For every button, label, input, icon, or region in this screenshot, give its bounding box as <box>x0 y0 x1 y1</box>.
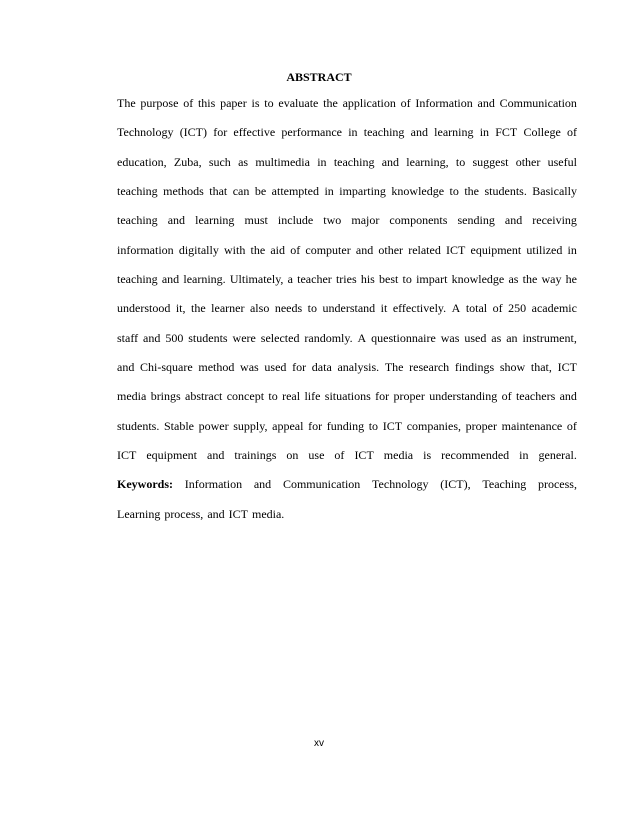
word: teacher <box>297 272 332 287</box>
word: FCT <box>495 125 518 140</box>
abstract-line <box>117 242 577 271</box>
word: it <box>380 301 388 316</box>
word: also <box>249 301 270 316</box>
word: receiving <box>532 213 577 228</box>
word: A <box>451 301 461 316</box>
word: effective <box>233 125 276 140</box>
word: needs <box>274 301 303 316</box>
word: in <box>479 125 490 140</box>
word: components <box>389 213 448 228</box>
word: related <box>408 242 441 257</box>
word: teaching <box>117 184 158 199</box>
word: and <box>207 506 225 521</box>
abstract-line <box>117 271 577 300</box>
word: such <box>208 154 231 169</box>
word: ICT <box>446 242 466 257</box>
word: to <box>268 389 278 404</box>
word: an <box>506 330 518 345</box>
word: understood <box>117 301 171 316</box>
word: Zuba, <box>173 154 202 169</box>
word: students <box>188 330 228 345</box>
word: can <box>232 184 250 199</box>
word: situations <box>324 389 371 404</box>
word: of <box>501 389 512 404</box>
word: as <box>491 330 502 345</box>
word: analysis. <box>337 360 380 375</box>
word: ICT <box>354 448 374 463</box>
word: learner <box>211 301 245 316</box>
word: he <box>565 272 577 287</box>
word: real <box>282 389 301 404</box>
word: a <box>287 272 293 287</box>
word: of <box>566 418 577 433</box>
word: of <box>492 301 503 316</box>
word: of <box>334 448 345 463</box>
word: and <box>559 389 577 404</box>
word: and <box>167 213 186 228</box>
word: be <box>254 184 267 199</box>
word: for <box>292 360 307 375</box>
word: media <box>117 389 147 404</box>
word: students. <box>117 418 160 433</box>
word: way <box>541 272 562 287</box>
word: brings <box>150 389 181 404</box>
word: process, <box>537 477 577 492</box>
word: the <box>522 272 538 287</box>
word: Ultimately, <box>229 272 284 287</box>
word: research <box>409 360 450 375</box>
word: understanding <box>429 389 498 404</box>
word: and <box>410 125 428 140</box>
word: students. <box>484 184 527 199</box>
word: performance <box>281 125 343 140</box>
word: to <box>307 301 317 316</box>
page-number: xv <box>314 738 324 749</box>
word: effectively. <box>392 301 447 316</box>
word: the <box>323 96 338 110</box>
word: on <box>286 448 299 463</box>
word: major <box>351 213 380 228</box>
word: 500 <box>165 330 184 345</box>
word: maintenance <box>501 418 563 433</box>
word: appeal <box>272 418 304 433</box>
word: and <box>504 213 523 228</box>
word: data <box>311 360 332 375</box>
keywords-label: Keywords: <box>117 477 173 492</box>
word: utilized <box>526 242 563 257</box>
word: equipment <box>470 242 522 257</box>
word: media. <box>251 506 285 521</box>
word: (ICT) <box>179 125 208 140</box>
word: life <box>304 389 321 404</box>
abstract-line <box>117 95 577 124</box>
abstract-body <box>117 95 577 535</box>
word: recommended <box>441 448 510 463</box>
word: best <box>379 272 399 287</box>
word: in <box>324 184 334 199</box>
word: used <box>464 330 487 345</box>
word: proper <box>465 418 497 433</box>
word: teaching <box>363 125 405 140</box>
word: and <box>253 477 272 492</box>
word: learning, <box>406 154 449 169</box>
abstract-line <box>117 330 577 359</box>
word: of <box>566 125 577 140</box>
word: and <box>117 360 135 375</box>
word: teachers <box>515 389 556 404</box>
word: Stable <box>163 418 194 433</box>
word: to <box>449 184 459 199</box>
word: for <box>213 125 228 140</box>
word: ICT <box>557 360 577 375</box>
word: is <box>423 448 432 463</box>
word: paper <box>220 96 247 110</box>
word: findings <box>454 360 495 375</box>
word: The <box>384 360 404 375</box>
word: and <box>477 96 495 110</box>
word: understand <box>322 301 376 316</box>
word: (ICT), <box>440 477 471 492</box>
word: tries <box>335 272 357 287</box>
abstract-line <box>117 388 577 417</box>
word: for <box>375 389 390 404</box>
word: in <box>348 125 358 140</box>
word: in <box>567 242 577 257</box>
word: impart <box>416 272 448 287</box>
word: ICT <box>382 418 403 433</box>
word: Teaching <box>482 477 527 492</box>
word: concept <box>226 389 265 404</box>
word: evaluate <box>278 96 319 110</box>
abstract-line <box>117 183 577 212</box>
word: attempted <box>271 184 319 199</box>
word: computer <box>305 242 351 257</box>
word: other <box>515 154 541 169</box>
word: proper <box>393 389 425 404</box>
word: funding <box>326 418 365 433</box>
word: total <box>465 301 488 316</box>
word: with <box>224 242 246 257</box>
word: to <box>455 154 466 169</box>
word: must <box>244 213 268 228</box>
word: in <box>317 154 327 169</box>
word: teaching <box>333 154 375 169</box>
word: used <box>264 360 287 375</box>
word: sending <box>457 213 495 228</box>
word: learning <box>434 125 474 140</box>
word: to <box>368 418 379 433</box>
word: were <box>232 330 256 345</box>
keywords-line <box>117 476 577 505</box>
word: selected <box>260 330 300 345</box>
word: The <box>117 96 136 110</box>
word: Information <box>415 96 473 110</box>
word: information <box>117 242 174 257</box>
word: staff <box>117 330 139 345</box>
abstract-heading: ABSTRACT <box>286 70 352 84</box>
word: trainings <box>234 448 277 463</box>
word: equipment <box>146 448 198 463</box>
abstract-line <box>117 212 577 241</box>
word: suggest <box>472 154 509 169</box>
abstract-line <box>117 300 577 329</box>
word: Chi-square <box>140 360 193 375</box>
word: it, <box>175 301 186 316</box>
word: purpose <box>140 96 179 110</box>
word: multimedia <box>255 154 310 169</box>
word: instrument, <box>522 330 577 345</box>
word: Information <box>184 477 243 492</box>
word: and <box>207 448 225 463</box>
word: general. <box>538 448 577 463</box>
word: ICT <box>117 448 137 463</box>
word: Technology <box>117 125 174 140</box>
word: for <box>308 418 323 433</box>
word: the <box>250 242 266 257</box>
word: application <box>342 96 396 110</box>
word: and <box>355 242 374 257</box>
word: and <box>381 154 400 169</box>
word: learning. <box>183 272 226 287</box>
word: Technology <box>372 477 429 492</box>
word: ICT <box>228 506 248 521</box>
word: teaching <box>117 272 158 287</box>
word: aid <box>270 242 286 257</box>
word: the <box>464 184 480 199</box>
word: knowledge <box>391 184 445 199</box>
word: two <box>323 213 342 228</box>
word: digitally <box>178 242 219 257</box>
word: questionnaire <box>371 330 436 345</box>
word: is <box>251 96 260 110</box>
word: show <box>499 360 526 375</box>
word: of <box>290 242 301 257</box>
word: academic <box>531 301 577 316</box>
word: companies, <box>406 418 462 433</box>
word: teaching <box>117 213 158 228</box>
word: abstract <box>185 389 223 404</box>
word: the <box>191 301 206 316</box>
word: this <box>197 96 216 110</box>
word: methods <box>163 184 204 199</box>
keywords-line <box>117 506 577 535</box>
word: randomly. <box>304 330 353 345</box>
word: of <box>183 96 194 110</box>
word: to <box>264 96 274 110</box>
word: A <box>357 330 367 345</box>
word: his <box>360 272 375 287</box>
word: imparting <box>339 184 386 199</box>
word: Basically <box>532 184 577 199</box>
word: other <box>378 242 404 257</box>
word: use <box>308 448 325 463</box>
word: process, <box>164 506 204 521</box>
word: that, <box>530 360 552 375</box>
word: supply, <box>233 418 268 433</box>
word: College <box>523 125 561 140</box>
word: power <box>198 418 229 433</box>
word: 250 <box>508 301 527 316</box>
abstract-line <box>117 447 577 476</box>
word: Communication <box>282 477 361 492</box>
word: Communication <box>499 96 577 110</box>
word: was <box>440 330 460 345</box>
word: education, <box>117 154 167 169</box>
word: useful <box>547 154 577 169</box>
word: as <box>508 272 519 287</box>
word: Learning <box>117 506 161 521</box>
word: and <box>143 330 161 345</box>
word: as <box>238 154 249 169</box>
word: and <box>161 272 180 287</box>
abstract-line <box>117 418 577 447</box>
abstract-line <box>117 154 577 183</box>
word: was <box>240 360 259 375</box>
word: include <box>277 213 314 228</box>
word: media <box>383 448 414 463</box>
word: knowledge <box>451 272 505 287</box>
abstract-line <box>117 359 577 388</box>
word: in <box>519 448 529 463</box>
abstract-line <box>117 124 577 153</box>
word: learning <box>195 213 235 228</box>
word: to <box>402 272 412 287</box>
word: of <box>400 96 411 110</box>
word: method <box>198 360 235 375</box>
word: that <box>209 184 228 199</box>
